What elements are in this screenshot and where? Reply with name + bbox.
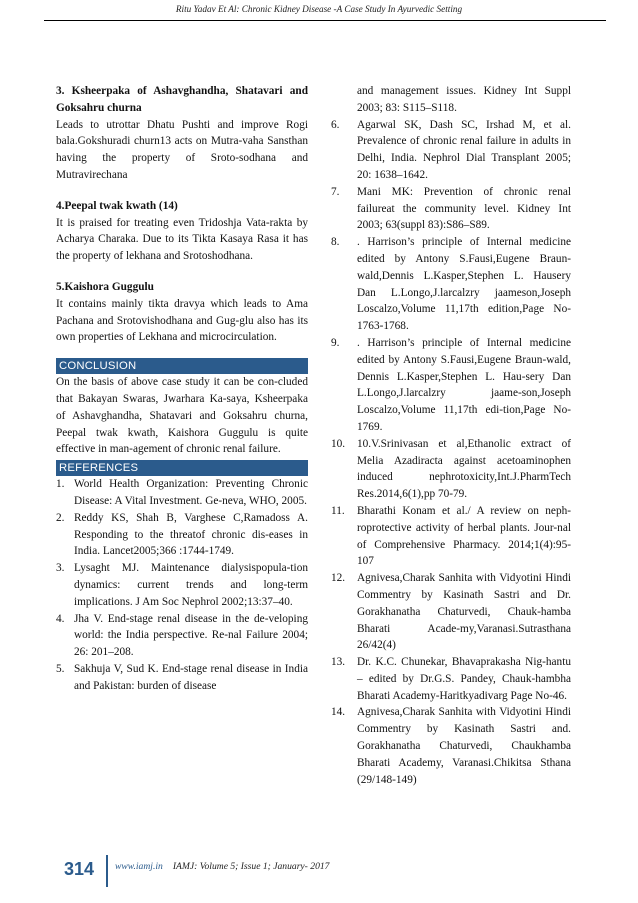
right-column: [331, 83, 571, 788]
reference-item: [331, 234, 571, 335]
left-column: [56, 83, 308, 695]
reference-number: 2.: [56, 511, 65, 524]
reference-text: Dr. K.C. Chunekar, Bhavaprakasha Nig-hantu – edited by Dr.G.S. Pandey, Chauk-hambha Bharati Academy-Haritkyadivarg Page No-46.: [357, 656, 571, 702]
section-5-title: 5.Kaishora Guggulu: [56, 280, 154, 293]
section-3-body: Leads to utrottar Dhatu Pushti and improve Rogi bala.Gokshuradi churn13 acts on Mutra-vaha Sansthan having the property of Sroto-sodhana and Mutravirechana: [56, 118, 308, 181]
reference-number: 5.: [56, 662, 65, 675]
reference-item: [331, 654, 571, 704]
conclusion-heading: CONCLUSION: [56, 358, 308, 374]
section-5-body: It contains mainly tikta dravya which leads to Ama Pachana and Srotovishodhana and Gug-glu also has its own properties of Lekhana and microcirculation.: [56, 297, 308, 344]
reference-list-left: [56, 476, 308, 694]
reference-item: [331, 704, 571, 788]
reference-item: [331, 117, 571, 184]
section-3-title: 3. Ksheerpaka of Ashavghandha, Shatavari and Goksahru churna: [56, 85, 308, 114]
journal-issue: IAMJ: Volume 5; Issue 1; January- 2017: [172, 861, 330, 872]
reference-text: Mani MK: Prevention of chronic renal failureat the community level. Kidney Int 2003; 63(suppl 83):S86–S89.: [357, 185, 571, 232]
reference-number: 4.: [56, 612, 65, 625]
reference-number: 14.: [331, 706, 346, 719]
section-4-title: 4.Peepal twak kwath (14): [56, 199, 178, 212]
conclusion-body: On the basis of above case study it can be con-cluded that Bakayan Swaras, Jwarhara Ka-saya, Ksheerpaka of Ashavghandha, Shatavari and Goksahru churna, Peepal twak kwath, Kaishora Guggulu is quite effective in man-agement of chronic renal failure.: [56, 376, 308, 456]
reference-number: 9.: [331, 336, 340, 349]
reference-item: [56, 611, 308, 661]
footer-divider: [106, 855, 108, 887]
reference-number: 1.: [56, 478, 65, 491]
reference-item: [56, 661, 308, 695]
reference-number: 13.: [331, 656, 346, 669]
reference-number: 12.: [331, 572, 346, 585]
reference-text: Lysaght MJ. Maintenance dialysispopula-tion dynamics: current trends and long-term implications. J Am Soc Nephrol 2002;13:37–40.: [74, 562, 308, 608]
reference-text: Agnivesa,Charak Sanhita with Vidyotini Hindi Commentry by Kasinath Sastri and. Gorakhanatha Chaturvedi, Chaukhamba Bharati Academy, Varanasi.Chikitsa Sthana (29/148-149): [357, 706, 571, 786]
reference-list-right: [331, 117, 571, 789]
journal-website-link[interactable]: www.iamj.in: [115, 861, 163, 872]
reference-text: Reddy KS, Shah B, Varghese C,Ramadoss A. Responding to the threatof chronic dis-eases in India. Lancet2005;366 :1744-1749.: [74, 511, 308, 558]
reference-text: Agnivesa,Charak Sanhita with Vidyotini Hindi Commentry by Kasinath Sastri and Dr. Gorakhanatha Chaturvedi, Chauk-hamba Bharati Acade-my,Varanasi.Sutrasthana 26/42(4): [357, 572, 571, 652]
header-rule: [44, 20, 606, 21]
section-4-body: It is praised for treating even Tridoshja Vata-rakta by Acharya Charaka. Due to its Tikta Kasaya Rasa it has the property of lekhana and Srotoshodhana.: [56, 216, 308, 263]
reference-number: 8.: [331, 236, 340, 249]
reference-text: Agarwal SK, Dash SC, Irshad M, et al. Prevalence of chronic renal failure in adults in Delhi, India. Nephrol Dial Transplant 2005; 20: 1638–1642.: [357, 118, 571, 181]
reference-item: [56, 560, 308, 610]
reference-item: [331, 184, 571, 234]
reference-number: 10.: [331, 437, 346, 450]
reference-text: . Harrison’s principle of Internal medicine edited by Antony S.Fausi,Eugene Braun-wald,Dennis L.Kasper,Stephen L. Hausery Dan L.Longo,J.larcalzry jaameson,Joseph Loscalzo,Volume 11,17th edition,Page No-1763-1768.: [357, 236, 571, 333]
reference-number: 6.: [331, 118, 340, 131]
references-heading: REFERENCES: [56, 460, 308, 476]
reference-text: Jha V. End-stage renal disease in the de-veloping world: the India perspective. Re-nal Failure 2004; 26: 201–208.: [74, 612, 308, 659]
reference-item: [331, 503, 571, 570]
running-header: Ritu Yadav Et Al: Chronic Kidney Disease -A Case Study In Ayurvedic Setting: [175, 4, 463, 14]
reference-text: Bharathi Konam et al./ A review on neph-roprotective activity of herbal plants. Jour-nal of Comprehensive Pharmacy. 2014;1(4):95-107: [357, 504, 571, 568]
reference-number: 11.: [331, 504, 345, 517]
reference-number: 7.: [331, 185, 340, 198]
reference-text: World Health Organization: Preventing Chronic Disease: A Vital Investment. Ge-neva, WHO, 2005.: [74, 478, 308, 507]
reference-item: [331, 436, 571, 503]
page-number: 314: [64, 859, 95, 879]
reference-item: [56, 510, 308, 560]
footer-info: [115, 861, 329, 872]
reference-item: [56, 476, 308, 510]
reference-text: . Harrison’s principle of Internal medicine edited by Antony S.Fausi,Eugene Braun-wald, Dennis L.Kasper,Stephen L. Hau-sery Dan L.Longo,J.larcalzry jaame-son,Joseph Loscalzo,Volume 11,17th edi-tion,Page No-1769.: [357, 336, 571, 433]
reference-item: [331, 570, 571, 654]
reference-number: 3.: [56, 562, 65, 575]
reference-text: Sakhuja V, Sud K. End-stage renal disease in India and Pakistan: burden of disease: [74, 662, 308, 692]
reference-5-continued: and management issues. Kidney Int Suppl 2003; 83: S115–S118.: [357, 85, 571, 114]
reference-item: [331, 335, 571, 436]
reference-text: 10.V.Srinivasan et al,Ethanolic extract of Melia Azadiracta against acetoaminophen induced nephrotoxicity,Int.J.PharmTech Res.2014,6(1),pp 70-79.: [357, 437, 571, 501]
